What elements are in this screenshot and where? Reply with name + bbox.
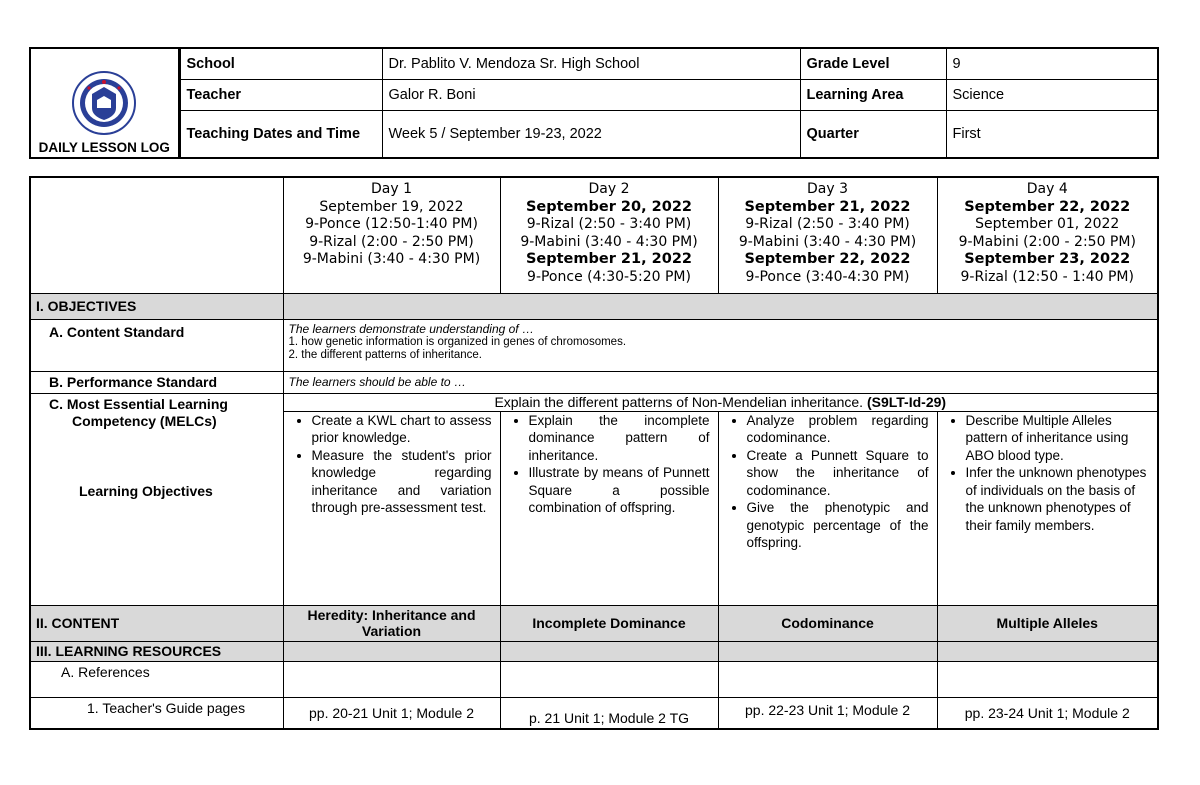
content-standard-label: A. Content Standard bbox=[30, 319, 283, 371]
day-line: 9-Mabini (3:40 - 4:30 PM) bbox=[738, 233, 917, 250]
deped-seal-icon bbox=[71, 70, 137, 136]
day-4-header bbox=[937, 177, 1158, 293]
school-value: Dr. Pablito V. Mendoza Sr. High School bbox=[382, 48, 800, 80]
teachers-guide-label: 1. Teacher's Guide pages bbox=[30, 697, 283, 729]
teacher-value: Galor R. Boni bbox=[382, 80, 800, 111]
resources-fill bbox=[500, 641, 718, 661]
objectives-section-label: I. OBJECTIVES bbox=[30, 293, 283, 319]
blank-corner-cell bbox=[30, 177, 283, 293]
melc-label: Competency (MELCs) bbox=[72, 412, 217, 429]
day-line: September 23, 2022 bbox=[964, 251, 1131, 267]
teachers-guide-pages: pp. 22-23 Unit 1; Module 2 bbox=[718, 697, 937, 729]
day-line: September 21, 2022 bbox=[744, 198, 911, 215]
day-label: Day 4 bbox=[1026, 181, 1068, 197]
deped-seal-cell bbox=[30, 48, 179, 158]
day-line: September 22, 2022 bbox=[964, 198, 1131, 215]
objective-item: • Explain the incomplete dominance pattern of inheritance. bbox=[529, 412, 710, 465]
melc-cell bbox=[283, 393, 1158, 411]
content-standard-item: 2. the different patterns of inheritance. bbox=[288, 348, 482, 361]
melc-label: C. Most Essential Learning bbox=[49, 395, 228, 412]
day-line: 9-Ponce (3:40-4:30 PM) bbox=[745, 268, 910, 285]
school-label: School bbox=[179, 48, 382, 80]
teachers-guide-pages: pp. 20-21 Unit 1; Module 2 bbox=[283, 697, 500, 729]
objectives-section-fill bbox=[283, 293, 1158, 319]
melc-label-cell bbox=[30, 393, 283, 605]
quarter-label: Quarter bbox=[800, 111, 946, 159]
day-line: 9-Rizal (2:00 - 2:50 PM) bbox=[309, 233, 474, 250]
performance-standard-label: B. Performance Standard bbox=[30, 371, 283, 393]
day-3-header bbox=[718, 177, 937, 293]
teachers-guide-pages: p. 21 Unit 1; Module 2 TG bbox=[500, 697, 718, 729]
references-cell bbox=[937, 661, 1158, 697]
objective-item: • Describe Multiple Alleles pattern of inheritance using ABO blood type. bbox=[966, 412, 1150, 465]
content-topic: Incomplete Dominance bbox=[500, 605, 718, 641]
objective-item: • Illustrate by means of Punnett Square a possible combination of offspring. bbox=[529, 464, 710, 517]
day-line: 9-Rizal (2:50 - 3:40 PM) bbox=[745, 216, 910, 232]
learning-objectives-label: Learning Objectives bbox=[79, 482, 213, 499]
day-line: September 20, 2022 bbox=[525, 198, 693, 215]
objective-item: • Create a KWL chart to assess prior knowledge. bbox=[312, 412, 492, 447]
resources-fill bbox=[718, 641, 937, 661]
objective-item: • Give the phenotypic and genotypic percentage of the offspring. bbox=[747, 499, 929, 552]
day-2-header bbox=[500, 177, 718, 293]
day-1-objectives bbox=[283, 411, 500, 605]
content-standard-intro: The learners demonstrate understanding of … bbox=[288, 321, 534, 336]
references-label: A. References bbox=[30, 661, 283, 697]
grade-level-label: Grade Level bbox=[800, 48, 946, 80]
day-3-objectives bbox=[718, 411, 937, 605]
teaching-dates-value: Week 5 / September 19-23, 2022 bbox=[382, 111, 800, 159]
day-line: 9-Mabini (3:40 - 4:30 PM) bbox=[302, 251, 481, 267]
day-label: Day 1 bbox=[370, 181, 412, 197]
learning-area-label: Learning Area bbox=[800, 80, 946, 111]
objective-item: • Create a Punnett Square to show the inheritance of codominance. bbox=[747, 447, 929, 500]
content-standard-item: 1. how genetic information is organized in genes of chromosomes. bbox=[288, 335, 627, 348]
resources-fill bbox=[937, 641, 1158, 661]
objective-item: • Measure the student's prior knowledge regarding inheritance and variation through pre-assessment test. bbox=[312, 447, 492, 517]
grade-level-value: 9 bbox=[946, 48, 1158, 80]
day-1-header bbox=[283, 177, 500, 293]
day-line: 9-Mabini (3:40 - 4:30 PM) bbox=[520, 233, 698, 250]
lesson-header-table bbox=[29, 47, 1159, 159]
lesson-plan-table bbox=[29, 176, 1159, 730]
teacher-label: Teacher bbox=[179, 80, 382, 111]
content-topic: Multiple Alleles bbox=[937, 605, 1158, 641]
day-label: Day 2 bbox=[588, 181, 630, 197]
day-label: Day 3 bbox=[806, 181, 848, 197]
teachers-guide-pages: pp. 23-24 Unit 1; Module 2 bbox=[937, 697, 1158, 729]
quarter-value: First bbox=[946, 111, 1158, 159]
day-2-objectives bbox=[500, 411, 718, 605]
melc-code: (S9LT-Id-29) bbox=[866, 394, 947, 410]
performance-standard-text: The learners should be able to … bbox=[283, 371, 1158, 393]
references-cell bbox=[283, 661, 500, 697]
content-topic: Codominance bbox=[718, 605, 937, 641]
day-line: 9-Rizal (12:50 - 1:40 PM) bbox=[960, 268, 1134, 285]
references-cell bbox=[718, 661, 937, 697]
day-line: 9-Ponce (12:50-1:40 PM) bbox=[305, 216, 478, 232]
daily-lesson-log-title: DAILY LESSON LOG bbox=[38, 140, 170, 155]
content-section-label: II. CONTENT bbox=[30, 605, 283, 641]
content-topic: Heredity: Inheritance and Variation bbox=[283, 605, 500, 641]
day-line: September 22, 2022 bbox=[744, 251, 911, 267]
objective-item: • Infer the unknown phenotypes of individuals on the basis of the unknown phenotypes of their family members. bbox=[966, 464, 1150, 534]
melc-text: Explain the different patterns of Non-Mendelian inheritance. bbox=[494, 394, 864, 410]
learning-resources-label: III. LEARNING RESOURCES bbox=[30, 641, 283, 661]
learning-area-value: Science bbox=[946, 80, 1158, 111]
day-line: September 21, 2022 bbox=[525, 251, 693, 267]
day-4-objectives bbox=[937, 411, 1158, 605]
content-standard-cell bbox=[283, 319, 1158, 371]
day-line: 9-Mabini (2:00 - 2:50 PM) bbox=[958, 233, 1136, 250]
day-line: 9-Rizal (2:50 - 3:40 PM) bbox=[526, 216, 692, 232]
resources-fill bbox=[283, 641, 500, 661]
day-line: September 01, 2022 bbox=[975, 216, 1120, 232]
day-line: 9-Ponce (4:30-5:20 PM) bbox=[527, 268, 691, 285]
day-line: September 19, 2022 bbox=[319, 198, 464, 215]
objective-item: • Analyze problem regarding codominance. bbox=[747, 412, 929, 447]
teaching-dates-label: Teaching Dates and Time bbox=[179, 111, 382, 159]
references-cell bbox=[500, 661, 718, 697]
